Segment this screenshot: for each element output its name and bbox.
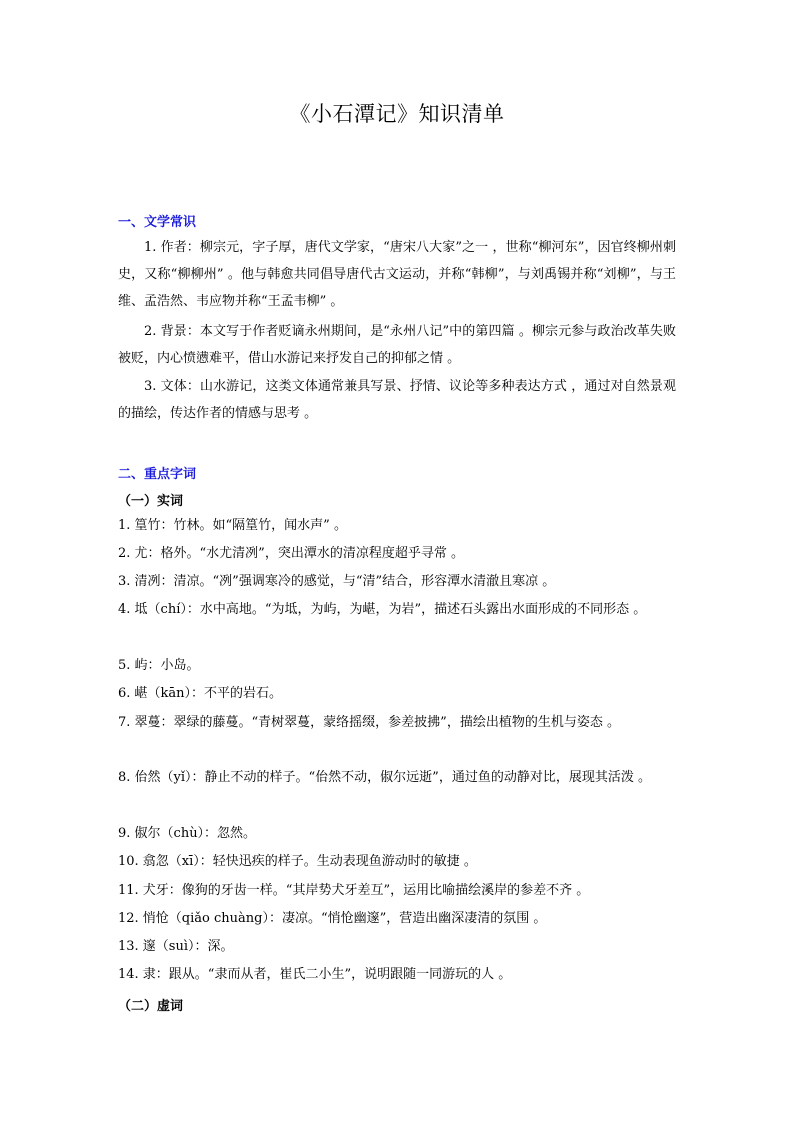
list-item: 5. 屿：小岛。 (118, 658, 200, 673)
list-item: 8. 佁然（yǐ）：静止不动的样子。“佁然不动，俶尔远逝”，通过鱼的动静对比，展现其活泼 。 (118, 770, 651, 785)
section-heading-vocabulary: 二、重点字词 (118, 467, 197, 482)
paragraph-author: 1. 作者：柳宗元，字子厚，唐代文学家，“唐宋八大家”之一 ，世称“柳河东”，因官终柳州刺史，又称“柳柳州” 。他与韩愈共同倡导唐代古文运动，并称“韩柳”，与刘禹锡并称“刘柳”，与王维、孟浩然、韦应物并称“王孟韦柳” 。 (118, 240, 676, 309)
list-item: 10. 翕忽（xī）：轻快迅疾的样子。生动表现鱼游动时的敏捷 。 (118, 854, 477, 869)
list-item: 11. 犬牙：像狗的牙齿一样。“其岸势犬牙差互”，运用比喻描绘溪岸的参差不齐 。 (118, 883, 590, 898)
list-item: 2. 尤：格外。“水尤清冽”，突出潭水的清凉程度超乎寻常 。 (118, 546, 464, 561)
list-item: 14. 隶：跟从。“隶而从者，崔氏二小生”，说明跟随一同游玩的人 。 (118, 967, 512, 982)
page-title: 《小石潭记》知识清单 (289, 102, 505, 126)
list-item: 9. 俶尔（chù）：忽然。 (118, 826, 257, 841)
list-item: 7. 翠蔓：翠绿的藤蔓。“青树翠蔓，蒙络摇缀，参差披拂”，描绘出植物的生机与姿态 。 (118, 715, 620, 730)
section-heading-literature: 一、文学常识 (118, 215, 197, 230)
subsection-heading-function-words: （二）虚词 (118, 999, 184, 1014)
list-item: 1. 篁竹：竹林。如“隔篁竹，闻水声” 。 (118, 518, 347, 533)
list-item: 13. 邃（suì）：深。 (118, 939, 234, 954)
list-item: 6. 嵁（kān）：不平的岩石。 (118, 686, 283, 701)
list-item: 12. 悄怆（qiǎo chuàng）：凄凉。“悄怆幽邃”，营造出幽深凄清的氛围 。 (118, 911, 547, 926)
list-item: 4. 坻（chí）：水中高地。“为坻，为屿，为嵁，为岩”，描述石头露出水面形成的不同形态 。 (118, 602, 647, 617)
paragraph-genre: 3. 文体：山水游记，这类文体通常兼具写景、抒情、议论等多种表达方式 ，通过对自然景观的描绘，传达作者的情感与思考 。 (118, 379, 676, 421)
subsection-heading-content-words: （一）实词 (118, 494, 184, 509)
paragraph-background: 2. 背景：本文写于作者贬谪永州期间，是“永州八记”中的第四篇 。柳宗元参与政治改革失败被贬，内心愤懑难平，借山水游记来抒发自己的抑郁之情 。 (118, 324, 676, 366)
list-item: 3. 清冽：清凉。“冽”强调寒冷的感觉，与“清”结合，形容潭水清澈且寒凉 。 (118, 574, 556, 589)
